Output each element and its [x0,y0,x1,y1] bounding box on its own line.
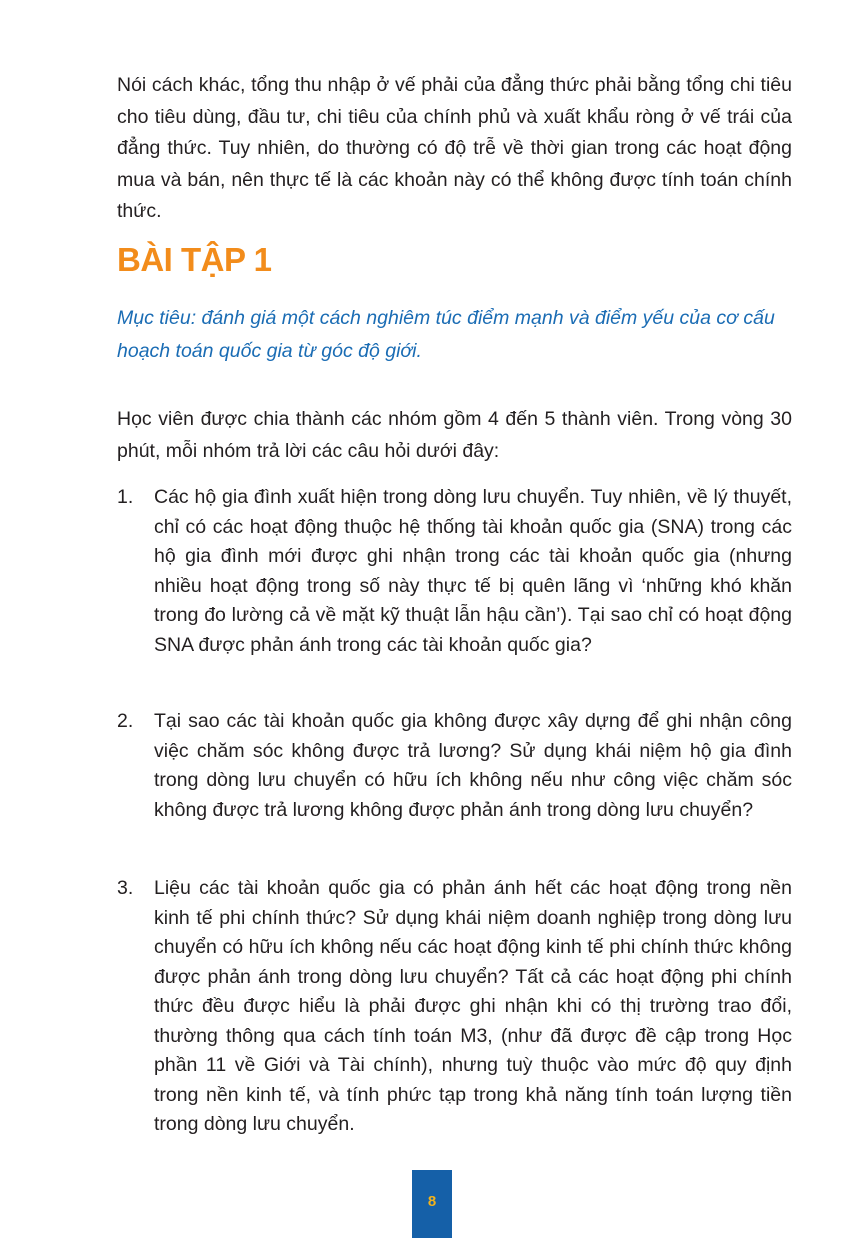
page-number: 8 [427,1192,437,1210]
intro-paragraph: Nói cách khác, tổng thu nhập ở vế phải của đẳng thức phải bằng tổng chi tiêu cho tiêu dùng, đầu tư, chi tiêu của chính phủ và xuất khẩu ròng ở vế trái của đẳng thức. Tuy nhiên, do thường có độ trễ về thời gian trong các hoạt động mua và bán, nên thực tế là các khoản này có thể không được tính toán chính thức. [117,74,792,222]
question-number: 3. [117,877,134,899]
question-item [117,483,792,660]
exercise-title: BÀI TẬP 1 [117,241,272,278]
question-text: Tại sao các tài khoản quốc gia không được xây dựng để ghi nhận công việc chăm sóc không được trả lương? Sử dụng khái niệm hộ gia đình trong dòng lưu chuyển có hữu ích không nếu như công việc chăm sóc không được trả lương không được phản ánh trong dòng lưu chuyển? [154,710,792,821]
question-item [117,874,792,1140]
question-text: Các hộ gia đình xuất hiện trong dòng lưu chuyển. Tuy nhiên, về lý thuyết, chỉ có các hoạt động thuộc hệ thống tài khoản quốc gia (SNA) trong các hộ gia đình mới được ghi nhận trong các tài khoản quốc gia (nhưng nhiều hoạt động trong số này thực tế bị quên lãng vì ‘những khó khăn trong đo lường cả về mặt kỹ thuật lẫn hậu cần’). Tại sao chỉ có hoạt động SNA được phản ánh trong các tài khoản quốc gia? [154,486,792,656]
question-text: Liệu các tài khoản quốc gia có phản ánh hết các hoạt động trong nền kinh tế phi chính thức? Sử dụng khái niệm doanh nghiệp trong dòng lưu chuyển có hữu ích không nếu các hoạt động kinh tế phi chính thức không được phản ánh trong dòng lưu chuyển? Tất cả các hoạt động phi chính thức đều được hiểu là phải được ghi nhận khi có thị trường trao đổi, thường thông qua cách tính toán M3, (như đã được đề cập trong Học phần 11 về Giới và Tài chính), nhưng tuỳ thuộc vào mức độ quy định trong nền kinh tế, và tính phức tạp trong khả năng tính toán lượng tiền trong dòng lưu chuyển. [154,877,792,1135]
page-number-badge [412,1170,452,1238]
question-item [117,707,792,825]
exercise-objective: Mục tiêu: đánh giá một cách nghiêm túc điểm mạnh và điểm yếu của cơ cấu hoạch toán quốc gia từ góc độ giới. [117,307,775,362]
question-number: 1. [117,486,134,508]
question-number: 2. [117,710,134,732]
exercise-instructions: Học viên được chia thành các nhóm gồm 4 đến 5 thành viên. Trong vòng 30 phút, mỗi nhóm trả lời các câu hỏi dưới đây: [117,408,792,462]
